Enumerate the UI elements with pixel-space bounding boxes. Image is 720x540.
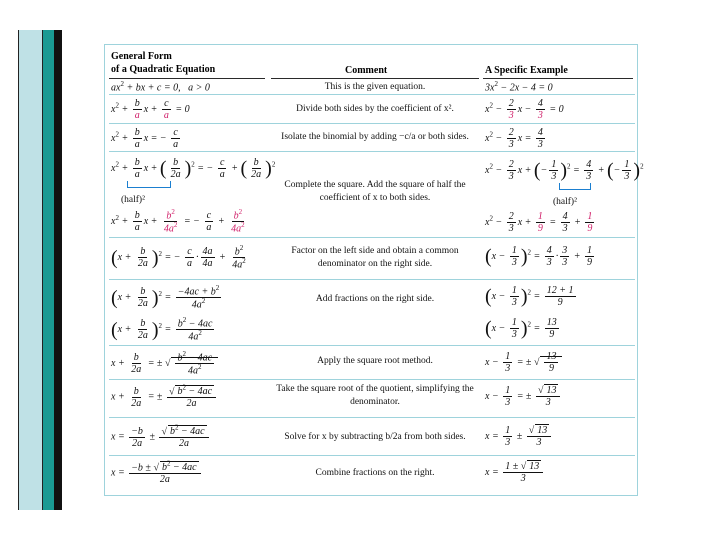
eq-general-complete-2: $x^2$ + $\frac{b}{a}$ x + $\frac{b^2}{4a^2}$ = − $\frac{c}{a}$ + $\frac{b^2}{4a^2}$ [111,208,245,235]
comment-7: Apply the square root method. [317,356,433,366]
comment-5: Factor on the left side and obtain a common denominator on the right side. [291,246,459,269]
eq-example-add-1: (x − $\frac{1}{3}$ )$^2$ = $\frac{12 + 1}{9}$ [485,285,574,308]
header-example: A Specific Example [485,65,568,76]
decor-bar-light [18,30,43,510]
eq-general-combine: x = $\frac{-b \pm √ b^2 - 4ac}{2a}$ [111,461,203,485]
eq-general-divide: $x^2$ + $\frac{b}{a}$ x + $\frac{c}{a}$ = 0 [111,98,190,121]
comment-4: Complete the square. Add the square of half the coefficient of x to both sides. [284,180,466,203]
eq-example-quotient: x − $\frac{1}{3}$ = ± $\frac{√ 13}{3}$ [485,385,562,408]
eq-example-add-2: (x − $\frac{1}{3}$ )$^2$ = $\frac{13}{9}$ [485,317,557,340]
eq-example-complete: $x^2$ − $\frac{2}{3}$ x + (− $\frac{1}{3}$ )$^2$ = $\frac{4}{3}$ + (− $\frac{1}{3}$ )$^2$ [485,159,644,182]
half-bracket-left [127,181,171,188]
comment-2: Divide both sides by the coefficient of x². [296,104,454,114]
eq-general-factor: (x + $\frac{b}{2a}$ )$^2$ = − $\frac{c}{a}$ · $\frac{4a}{4a}$ + $\frac{b^2}{4a^2}$ [111,244,246,271]
eq-general-quotient: x + $\frac{b}{2a}$ = ± $\frac{√ b^2 - 4ac}{2a}$ [111,385,218,409]
comment-3: Isolate the binomial by adding −c/a or both sides. [281,132,469,142]
half-label-right: (half)² [553,197,577,207]
eq-example-sqrt: x − $\frac{1}{3}$ = ± √ $\frac{13}{9}$ [485,351,562,374]
half-label-left: (half)² [121,195,145,205]
eq-general-solve: x = $\frac{-b}{2a}$ ± $\frac{√ b^2 - 4ac}{2a}$ [111,425,211,449]
half-bracket-right [559,183,591,190]
comment-8: Take the square root of the quotient, simplifying the denominator. [276,384,474,407]
eq-general-given: $ax^2$ + bx + c = 0, a > 0 [111,80,210,94]
eq-general-isolate: $x^2$ + $\frac{b}{a}$ x = − $\frac{c}{a}$ [111,127,179,150]
decor-bar-dark [54,30,62,510]
comment-6: Add fractions on the right side. [315,294,435,304]
eq-example-factor: (x − $\frac{1}{3}$ )$^2$ = $\frac{4}{3}$ · $\frac{3}{3}$ + $\frac{1}{9}$ [485,245,593,268]
eq-example-isolate: $x^2$ − $\frac{2}{3}$ x = $\frac{4}{3}$ [485,127,543,150]
eq-example-divide: $x^2$ − $\frac{2}{3}$ x − $\frac{4}{3}$ = 0 [485,98,564,121]
header-general-form: General Form of a Quadratic Equation [111,51,216,75]
header-comment: Comment [345,65,388,76]
quadratic-table [104,44,644,496]
eq-general-add-1: (x + $\frac{b}{2a}$ )$^2$ = $\frac{-4ac + b^2}{4a^2}$ [111,284,220,311]
eq-general-complete: $x^2$ + $\frac{b}{a}$ x + ( $\frac{b}{2a}$ )$^2$ = − $\frac{c}{a}$ + ( $\frac{b}{2a}$ )$^2$ [111,157,276,180]
eq-example-given: $3x^2 - 2x - 4 = 0$ [485,80,553,94]
comment-9: Solve for x by subtracting b/2a from both sides. [284,432,466,442]
eq-example-solve: x = $\frac{1}{3}$ ± $\frac{√ 13}{3}$ [485,425,553,448]
eq-general-sqrt: x + $\frac{b}{2a}$ = ± √ $\frac{b^2 - 4ac}{4a^2}$ [111,351,218,377]
eq-general-add-2: (x + $\frac{b}{2a}$ )$^2$ = $\frac{b^2 - 4ac}{4a^2}$ [111,316,213,343]
eq-example-combine: x = $\frac{1 \pm √ 13}{3}$ [485,461,545,484]
comment-10: Combine fractions on the right. [315,468,435,478]
comment-1: This is the given equation. [324,82,426,92]
eq-example-complete-2: $x^2$ − $\frac{2}{3}$ x + $\frac{1}{9}$ = $\frac{4}{3}$ + $\frac{1}{9}$ [485,211,593,234]
